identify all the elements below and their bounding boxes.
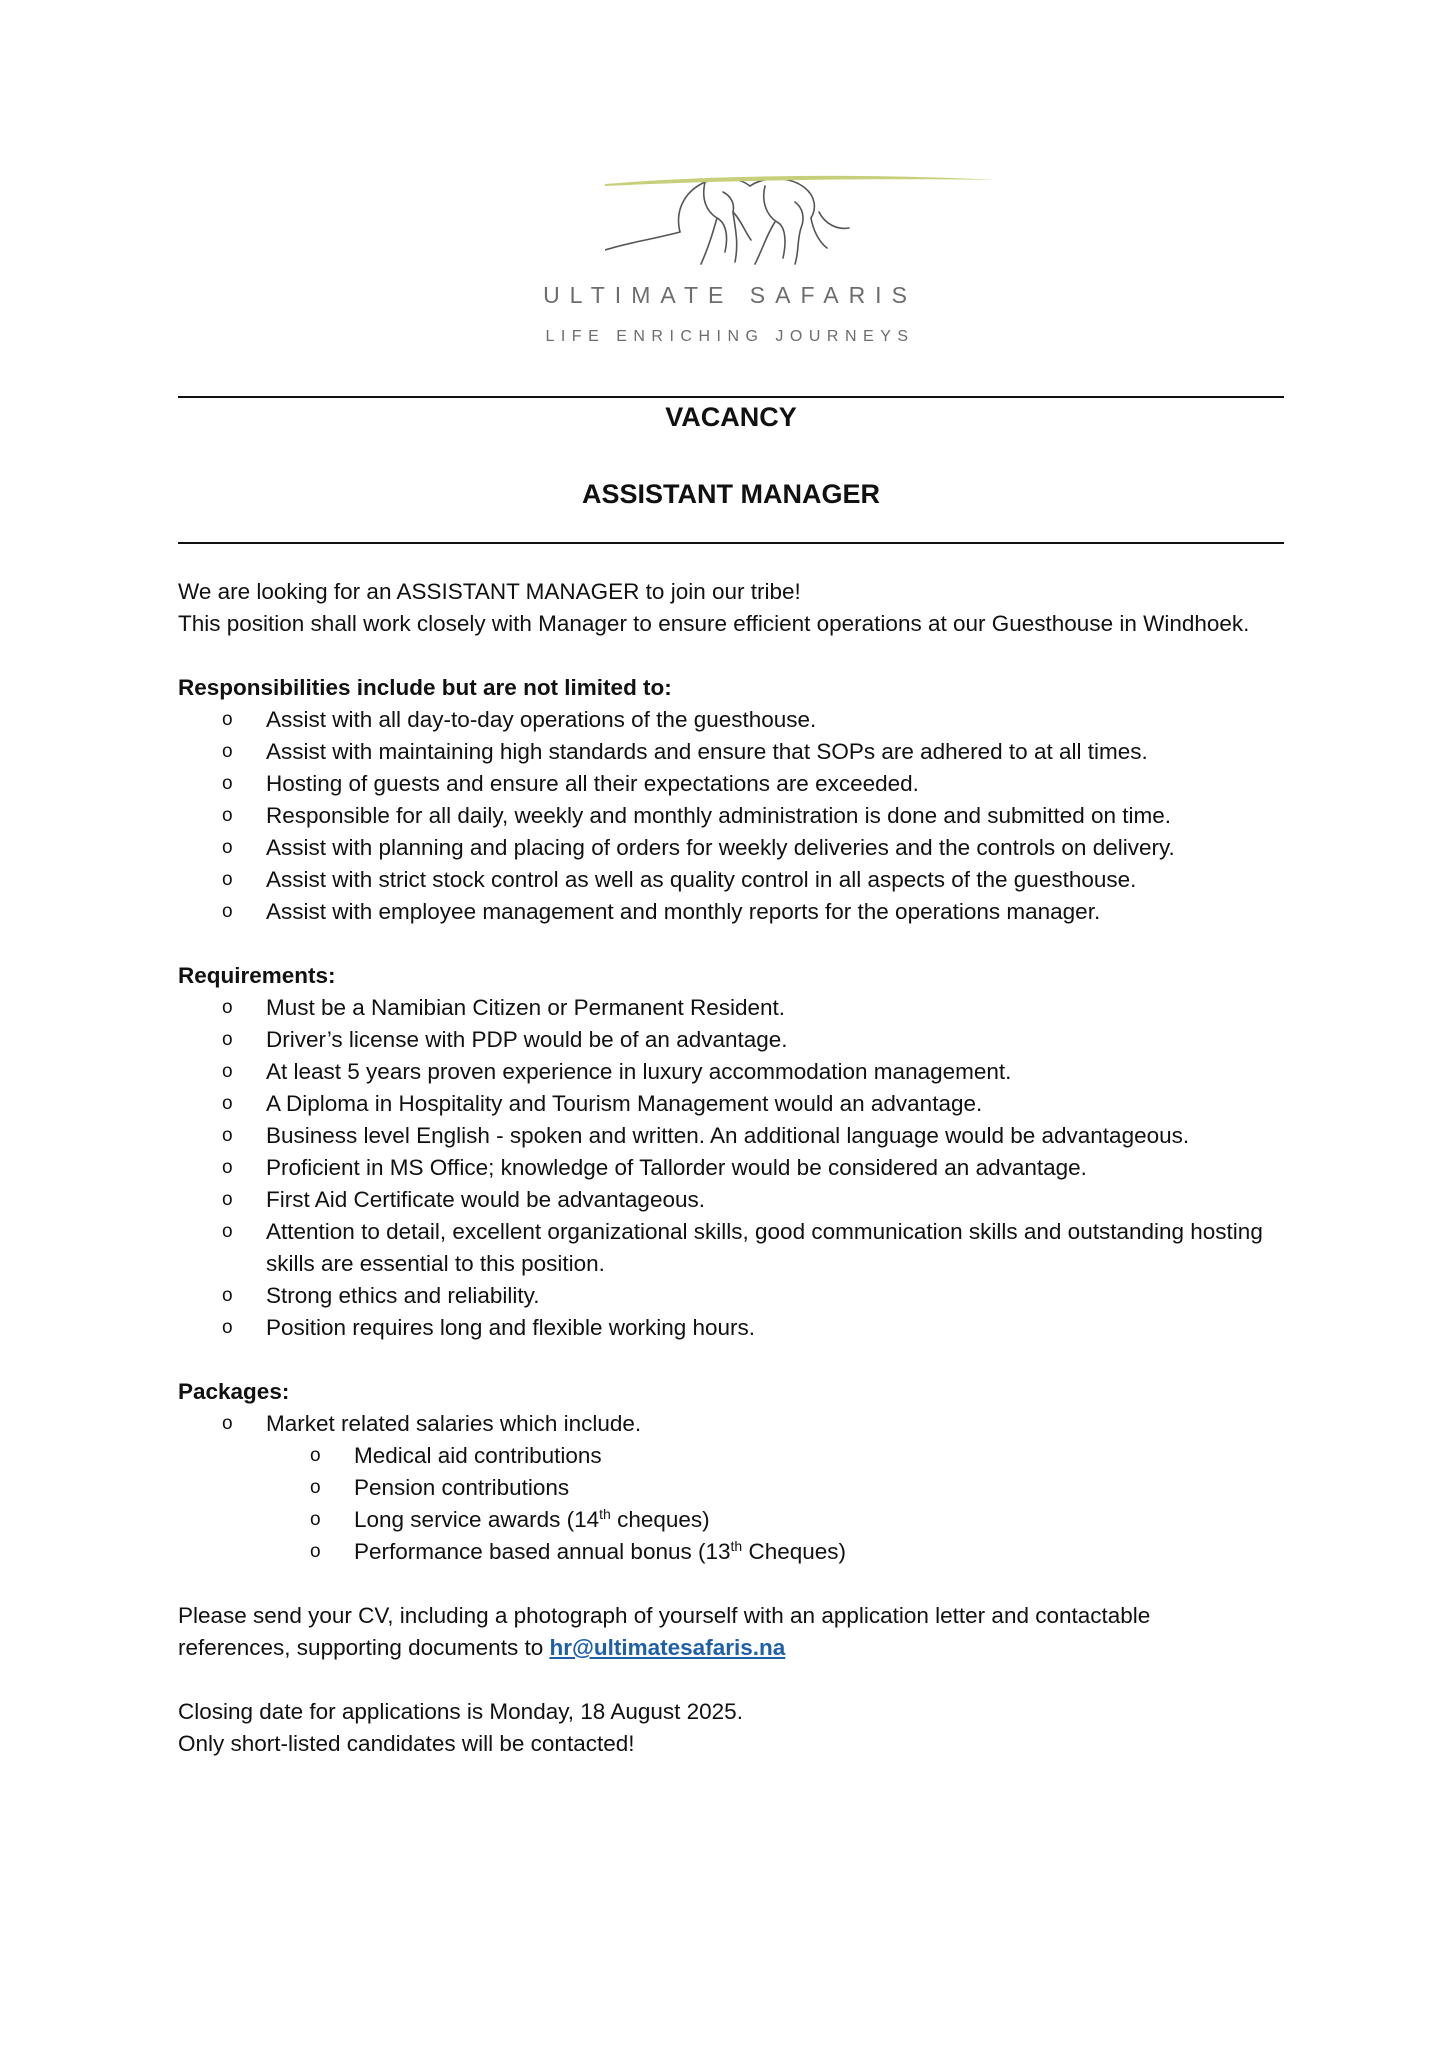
list-item: o At least 5 years proven experience in luxury accommodation management. <box>178 1056 1284 1088</box>
header-bottom-rule <box>178 542 1284 544</box>
list-item: o A Diploma in Hospitality and Tourism Management would an advantage. <box>178 1088 1284 1120</box>
list-item: o Assist with planning and placing of orders for weekly deliveries and the controls on delivery. <box>178 832 1284 864</box>
bullet: o <box>222 1317 233 1338</box>
bullet: o <box>222 1221 233 1242</box>
requirements-list <box>178 992 1284 1344</box>
page-title: VACANCY <box>665 402 797 432</box>
logo-tagline: LIFE ENRICHING JOURNEYS <box>545 328 915 345</box>
logo-accent-swoosh <box>605 172 995 188</box>
bullet: o <box>222 805 233 826</box>
apply-instructions: Please send your CV, including a photograph of yourself with an application letter and contactable references, supporting documents to hr@ultimatesafaris.na <box>178 1603 1151 1660</box>
bullet: o <box>222 869 233 890</box>
packages-heading: Packages: <box>178 1379 290 1404</box>
list-item: o Market related salaries which include. <box>178 1408 1284 1440</box>
list-item: o Long service awards (14th cheques) <box>178 1504 1284 1536</box>
list-item: o Position requires long and flexible working hours. <box>178 1312 1284 1344</box>
bullet: o <box>222 837 233 858</box>
vacancy-body <box>178 576 1284 1760</box>
list-item: o Assist with maintaining high standards and ensure that SOPs are adhered to at all times. <box>178 736 1284 768</box>
list-item: o Hosting of guests and ensure all their expectations are exceeded. <box>178 768 1284 800</box>
list-item: o Responsible for all daily, weekly and monthly administration is done and submitted on time. <box>178 800 1284 832</box>
list-item: o Business level English - spoken and written. An additional language would be advantageous. <box>178 1120 1284 1152</box>
list-item: o Pension contributions <box>178 1472 1284 1504</box>
list-item: o Performance based annual bonus (13th Cheques) <box>178 1536 1284 1568</box>
shortlist-note: Only short-listed candidates will be contacted! <box>178 1731 635 1756</box>
bullet: o <box>222 709 233 730</box>
intro-description: This position shall work closely with Manager to ensure efficient operations at our Guesthouse in Windhoek. <box>178 611 1250 636</box>
requirements-heading: Requirements: <box>178 963 336 988</box>
bullet: o <box>222 1093 233 1114</box>
list-item: o Strong ethics and reliability. <box>178 1280 1284 1312</box>
closing-date: Closing date for applications is Monday, 18 August 2025. <box>178 1699 743 1724</box>
bullet: o <box>222 1061 233 1082</box>
packages-sublist <box>178 1440 1284 1568</box>
position-title: ASSISTANT MANAGER <box>581 479 880 509</box>
responsibilities-heading: Responsibilities include but are not limited to: <box>178 675 672 700</box>
list-item: o Assist with all day-to-day operations of the guesthouse. <box>178 704 1284 736</box>
bullet: o <box>222 997 233 1018</box>
bullet: o <box>222 901 233 922</box>
bullet: o <box>222 1125 233 1146</box>
list-item: o Proficient in MS Office; knowledge of Tallorder would be considered an advantage. <box>178 1152 1284 1184</box>
bullet: o <box>310 1509 321 1530</box>
packages-list <box>178 1408 1284 1440</box>
bullet: o <box>222 1413 233 1434</box>
list-item: o Assist with strict stock control as well as quality control in all aspects of the guesthouse. <box>178 864 1284 896</box>
logo-brand-name: ULTIMATE SAFARIS <box>543 282 917 308</box>
list-item: o Medical aid contributions <box>178 1440 1284 1472</box>
list-item: o Attention to detail, excellent organizational skills, good communication skills and outstanding hosting skills are essential to this position. <box>178 1216 1284 1280</box>
list-item: o Must be a Namibian Citizen or Permanent Resident. <box>178 992 1284 1024</box>
intro-line: We are looking for an ASSISTANT MANAGER to join our tribe! <box>178 579 801 604</box>
bullet: o <box>222 1189 233 1210</box>
bullet: o <box>310 1445 321 1466</box>
bullet: o <box>222 1029 233 1050</box>
list-item: o First Aid Certificate would be advantageous. <box>178 1184 1284 1216</box>
bullet: o <box>222 1285 233 1306</box>
bullet: o <box>222 773 233 794</box>
list-item: o Driver’s license with PDP would be of an advantage. <box>178 1024 1284 1056</box>
responsibilities-list <box>178 704 1284 928</box>
email-link[interactable]: hr@ultimatesafaris.na <box>549 1635 786 1660</box>
bullet: o <box>310 1477 321 1498</box>
bullet: o <box>222 1157 233 1178</box>
header-top-rule <box>178 396 1284 398</box>
list-item: o Assist with employee management and monthly reports for the operations manager. <box>178 896 1284 928</box>
bullet: o <box>222 741 233 762</box>
company-logo <box>535 172 925 352</box>
bullet: o <box>310 1541 321 1562</box>
